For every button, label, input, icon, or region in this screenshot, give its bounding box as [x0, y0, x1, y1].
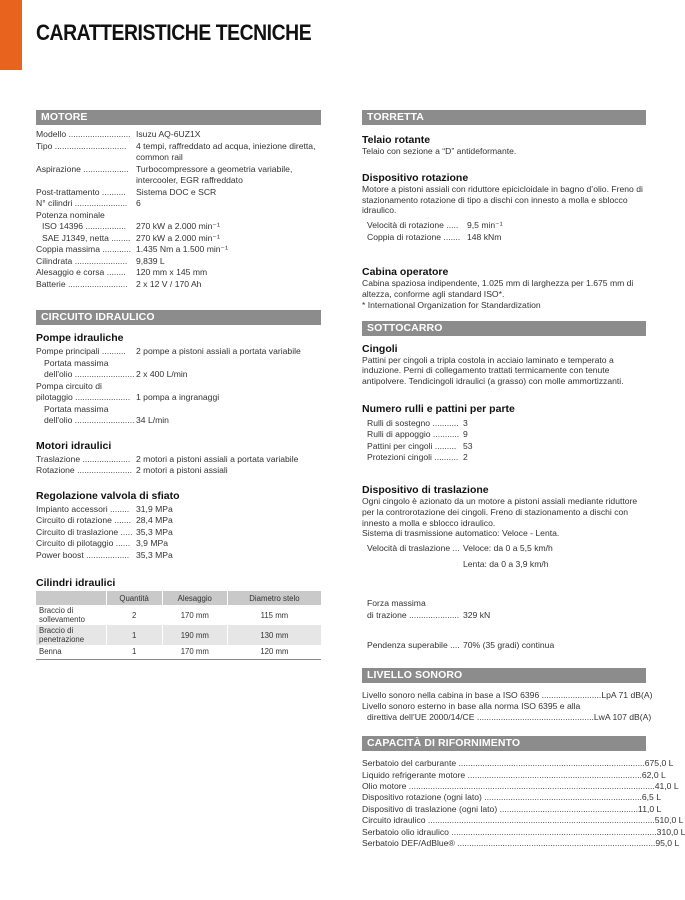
capacity-value: 41,0 L [654, 781, 679, 792]
spec-label: Potenza nominale [36, 209, 105, 220]
traslazione-title: Dispositivo di traslazione [362, 483, 489, 496]
spec-value: 28,4 MPa [136, 515, 173, 525]
spec-row [36, 221, 321, 233]
capacity-row [362, 769, 666, 781]
table-row [36, 645, 321, 659]
rotazione-specs [362, 220, 646, 243]
spec-row [36, 256, 321, 268]
capacity-row [362, 781, 679, 792]
cabina-text: Cabina spaziosa indipendente, 1.025 mm di larghezza per 1.675 mm di altezza, conforme agli standard ISO*. [362, 278, 634, 299]
velocita-row [362, 543, 646, 555]
spec-label: Circuito di traslazione ..... [36, 526, 133, 537]
cilindri-table [36, 591, 321, 660]
spec-label: Coppia massima ............ [36, 244, 132, 254]
table-cell: 170 mm [162, 645, 227, 659]
capacity-label: Olio motore ....................................................................................................... [362, 781, 655, 792]
livello-value-1: LpA 71 dB(A) [601, 689, 653, 700]
rulli-specs [362, 418, 646, 464]
spec-row [36, 369, 321, 381]
spec-value: 3 [463, 417, 468, 428]
spec-row [36, 279, 321, 291]
pendenza-row [362, 640, 646, 652]
velocita-row-2 [362, 559, 646, 571]
spec-value: 148 kNm [467, 231, 502, 242]
table-cell: 120 mm [227, 645, 321, 659]
table-header: Diametro stelo [227, 591, 321, 605]
table-row [36, 625, 321, 645]
capacita-list [362, 758, 685, 849]
valvola-specs [36, 504, 321, 562]
spec-label: Pattini per cingoli ......... [367, 440, 457, 451]
section-header-torretta: TORRETTA [362, 110, 646, 125]
spec-row [36, 381, 321, 393]
pendenza-value: 70% (35 gradi) continua [463, 640, 555, 651]
spec-row [36, 504, 321, 516]
forza-value: 329 kN [463, 609, 491, 620]
spec-value: 9,839 L [136, 255, 165, 266]
spec-label: dell'olio ......................... [44, 415, 135, 425]
spec-label: Cilindrata ...................... [36, 255, 128, 266]
spec-label: Post-trattamento .......... [36, 186, 126, 197]
spec-row [36, 129, 321, 141]
traslazione-text: Ogni cingolo è azionato da un motore a pistoni assiali mediante riduttore per la controrotazione dei cingoli. Freno di stazionamento a dischi con innesto a molla e sblocco idraulico. [362, 495, 638, 528]
spec-row [36, 244, 321, 256]
valvola-title: Regolazione valvola di sfiato [36, 489, 180, 502]
motori-title: Motori idraulici [36, 439, 112, 452]
spec-label: Pompa circuito di [36, 380, 102, 391]
spec-row [36, 141, 321, 164]
table-cell: 115 mm [227, 605, 321, 625]
capacity-label: Dispositivo di traslazione (ogni lato) .......................................................... [362, 803, 639, 814]
motore-specs [36, 129, 321, 290]
spec-row [36, 392, 321, 404]
spec-label: Coppia di rotazione ....... [367, 231, 461, 242]
pendenza-label: Pendenza superabile .... [367, 640, 460, 651]
spec-label: Circuito di rotazione ....... [36, 515, 132, 525]
table-cell: 130 mm [227, 625, 321, 645]
spec-value: 3,9 MPa [136, 538, 169, 548]
spec-value: 35,3 MPa [136, 526, 173, 537]
spec-value: 270 kW a 2.000 min⁻¹ [136, 232, 220, 243]
spec-value: Turbocompressore a geometria variabile, intercooler, EGR raffreddato [136, 163, 293, 185]
spec-label: Velocità di rotazione ..... [367, 220, 459, 231]
section-header-motore: MOTORE [36, 110, 321, 125]
pompe-specs [36, 346, 321, 427]
table-cell: Braccio di penetrazione [36, 625, 106, 645]
forza-label-1: Forza massima [367, 598, 426, 609]
table-row [36, 605, 321, 625]
spec-row [36, 550, 321, 562]
traslazione-text-2: Sistema di trasmissione automatico: Veloce - Lenta. [362, 528, 560, 539]
livello-label-1: Livello sonoro nella cabina in base a ISO 6396 ......................... [362, 689, 602, 700]
spec-label: Batterie ......................... [36, 278, 128, 289]
spec-value: 1 pompa a ingranaggi [136, 392, 220, 402]
velocita-value-1: Veloce: da 0 a 5,5 km/h [463, 543, 553, 554]
capacity-value: 62,0 L [641, 769, 666, 780]
spec-row [36, 210, 321, 222]
spec-label: pilotaggio ....................... [36, 392, 131, 402]
spec-row [36, 187, 321, 199]
table-cell: 2 [106, 605, 162, 625]
spec-value: 34 L/min [136, 415, 169, 425]
spec-row [367, 220, 646, 232]
spec-label: SAE J1349, netta ........ [42, 232, 131, 243]
page-title: CARATTERISTICHE TECNICHE [36, 20, 312, 45]
spec-row [36, 267, 321, 279]
table-cell: 1 [106, 645, 162, 659]
section-header-capacita: CAPACITÀ DI RIFORNIMENTO [362, 736, 646, 751]
capacity-row [362, 803, 662, 815]
capacity-row [362, 758, 674, 769]
spec-label: Portata massima [44, 403, 109, 414]
capacity-row [362, 792, 661, 803]
livello-label-3: direttiva dell’UE 2000/14/CE ................................................. [367, 711, 594, 722]
spec-label: Impianto accessori ........ [36, 503, 130, 514]
spec-value: 2 motori a pistoni assiali [136, 465, 228, 475]
capacity-row [362, 815, 684, 826]
spec-value [136, 404, 321, 416]
spec-value: 2 x 400 L/min [136, 369, 188, 379]
telaio-title: Telaio rotante [362, 134, 431, 146]
table-cell: Braccio di sollevamento [39, 606, 85, 624]
capacity-label: Liquido refrigerante motore ......................................................................... [362, 769, 642, 780]
spec-row [367, 452, 646, 464]
spec-row [367, 441, 646, 453]
spec-label: Rulli di appoggio ........... [367, 429, 460, 440]
pompe-title: Pompe idrauliche [36, 332, 124, 344]
table-header: Alesaggio [162, 591, 227, 605]
spec-label: Rotazione ....................... [36, 465, 132, 475]
spec-row [36, 358, 321, 370]
spec-value: 270 kW a 2.000 min⁻¹ [136, 221, 220, 231]
capacity-value: 6,5 L [641, 792, 661, 803]
spec-row [36, 454, 321, 466]
table-cell: 170 mm [162, 605, 227, 625]
spec-value: 35,3 MPa [136, 549, 173, 560]
spec-value [136, 210, 321, 222]
right-column [362, 110, 685, 850]
forza-row-2 [362, 610, 646, 622]
cingoli-title: Cingoli [362, 342, 398, 355]
cabina-note: * International Organization for Standardization [362, 299, 541, 310]
spec-label: N° cilindri ...................... [36, 198, 128, 208]
section-header-sottocarro: SOTTOCARRO [362, 321, 646, 336]
spec-row [367, 232, 646, 244]
spec-value: 9,5 min⁻¹ [467, 220, 503, 231]
spec-label: Pompe principali .......... [36, 346, 126, 356]
livello-line-2: Livello sonoro esterno in base alla norma ISO 6395 e alla [362, 701, 581, 712]
section-header-livello: LIVELLO SONORO [362, 668, 646, 683]
spec-row [36, 346, 321, 358]
table-cell: Benna [36, 645, 106, 659]
capacity-label: Dispositivo rotazione (ogni lato) .................................................................. [362, 792, 642, 803]
table-header [36, 591, 106, 605]
spec-row [36, 164, 321, 187]
spec-value: 9 [463, 429, 468, 440]
table-cell: 1 [106, 625, 162, 645]
velocita-label: Velocità di traslazione ... [367, 543, 460, 554]
left-column [36, 110, 321, 660]
capacity-label: Circuito idraulico ............................................................................................... [362, 815, 655, 826]
spec-value: 2 motori a pistoni assiali a portata variabile [136, 453, 299, 464]
capacity-value: 675,0 L [644, 758, 674, 769]
spec-label: Tipo .............................. [36, 140, 127, 151]
spec-value: 4 tempi, raffreddato ad acqua, iniezione diretta, common rail [136, 140, 316, 162]
spec-row [367, 429, 646, 441]
spec-value: 2 pompe a pistoni assiali a portata variabile [136, 346, 301, 356]
spec-label: Aspirazione ................... [36, 163, 129, 174]
spec-label: Power boost .................. [36, 549, 130, 560]
rotazione-text: Motore a pistoni assiali con riduttore epicicloidale in bagno d’olio. Freno di stazionamento rotazione di tipo a dischi con innesto a molla e sblocco idraulico. [362, 183, 643, 216]
spec-row [36, 198, 321, 210]
spec-label: ISO 14396 ................. [42, 221, 127, 231]
spec-label: Portata massima [44, 357, 109, 368]
spec-row [36, 233, 321, 245]
rulli-title: Numero rulli e pattini per parte [362, 402, 515, 415]
spec-label: Alesaggio e corsa ........ [36, 267, 126, 277]
table-header: Quantità [106, 591, 162, 605]
velocita-value-2: Lenta: da 0 a 3,9 km/h [463, 558, 549, 569]
capacity-label: Serbatoio del carburante .............................................................................. [362, 758, 645, 769]
spec-label: Rulli di sostegno ........... [367, 417, 459, 428]
spec-label: Circuito di pilotaggio ...... [36, 538, 131, 548]
livello-value-3: LwA 107 dB(A) [593, 711, 652, 722]
spec-row [36, 465, 321, 477]
capacity-value: 11,0 L [638, 803, 662, 814]
spec-row [36, 515, 321, 527]
capacity-row [362, 838, 680, 849]
spec-row [367, 418, 646, 430]
section-header-circuito: CIRCUITO IDRAULICO [36, 310, 321, 325]
cilindri-header-row [36, 591, 321, 605]
table-cell: 190 mm [162, 625, 227, 645]
spec-value: 1.435 Nm a 1.500 min⁻¹ [136, 244, 228, 254]
capacity-value: 510,0 L [654, 815, 684, 826]
spec-row [36, 415, 321, 427]
motori-specs [36, 454, 321, 477]
spec-label: Protezioni cingoli .......... [367, 452, 459, 463]
spec-row [36, 538, 321, 550]
spec-row [36, 527, 321, 539]
spec-value: 2 [463, 452, 468, 463]
capacity-value: 310,0 L [656, 826, 685, 837]
capacity-value: 95,0 L [655, 838, 680, 849]
spec-value: Isuzu AQ-6UZ1X [136, 129, 201, 139]
capacity-label: Serbatoio olio idraulico ...................................................................................... [362, 826, 657, 837]
livello-row-3 [362, 711, 652, 723]
spec-value: 120 mm x 145 mm [136, 267, 208, 277]
livello-row-1 [362, 689, 653, 701]
telaio-text: Telaio con sezione a “D” antideformante. [362, 146, 517, 156]
spec-value: Sistema DOC e SCR [136, 186, 217, 197]
spec-value: 2 x 12 V / 170 Ah [136, 278, 202, 289]
accent-bar [0, 0, 22, 70]
rotazione-title: Dispositivo rotazione [362, 171, 469, 184]
spec-label: Traslazione .................... [36, 453, 131, 464]
spec-value [136, 381, 321, 393]
spec-label: Modello .......................... [36, 129, 131, 139]
capacity-row [362, 826, 685, 838]
forza-label-2: di trazione ..................... [367, 609, 460, 620]
spec-value [136, 358, 321, 370]
spec-value: 6 [136, 198, 141, 208]
cabina-title: Cabina operatore [362, 266, 449, 279]
cingoli-text: Pattini per cingoli a tripla costola in acciaio laminato e temperato a induzione. Perni di collegamento trattati termicamente con tenute antipolvere. Tendicingoli idraulici (a grasso) con molle ammortizzanti. [362, 354, 624, 387]
spec-row [36, 404, 321, 416]
spec-label: dell'olio ......................... [44, 369, 135, 379]
forza-row-1 [362, 598, 646, 610]
spec-value: 53 [463, 440, 473, 451]
spec-value: 31,9 MPa [136, 503, 173, 514]
capacity-label: Serbatoio DEF/AdBlue® ................................................................................... [362, 838, 656, 849]
cilindri-title: Cilindri idraulici [36, 577, 116, 589]
